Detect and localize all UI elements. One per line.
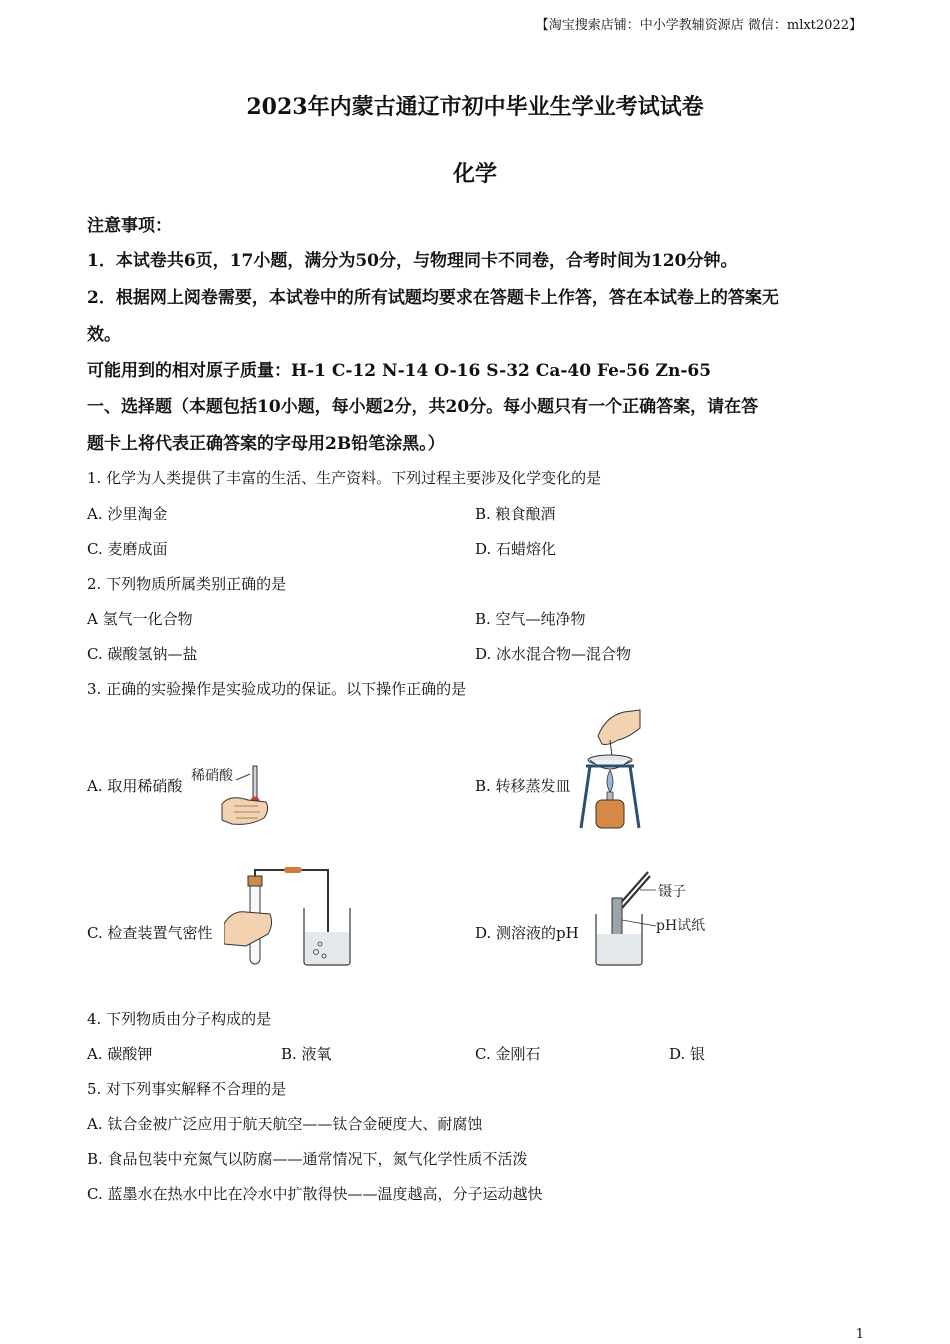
fig-a-label: 稀硝酸 [191, 768, 233, 784]
q2-stem: 2. 下列物质所属类别正确的是 [87, 575, 287, 593]
q5-stem: 5. 对下列事实解释不合理的是 [87, 1080, 287, 1098]
page-title: 2023年内蒙古通辽市初中毕业生学业考试试卷 [246, 94, 704, 120]
q1-option-b: B. 粮食酿酒 [475, 505, 556, 523]
q3-option-c: C. 检查装置气密性 [87, 924, 213, 942]
q4-option-d: D. 银 [669, 1045, 706, 1063]
q2-option-a: A 氢气一化合物 [87, 610, 193, 628]
q3-option-d: D. 测溶液的pH [475, 924, 579, 942]
q4-option-b: B. 液氧 [281, 1045, 332, 1063]
figure-ph-measurement [590, 868, 710, 968]
section1-line2: 题卡上将代表正确答案的字母用2B铅笔涂黑。） [87, 434, 445, 454]
q4-option-c: C. 金刚石 [475, 1045, 541, 1063]
q2-option-d: D. 冰水混合物—混合物 [475, 645, 632, 663]
q5-option-c: C. 蓝墨水在热水中比在冷水中扩散得快——温度越高，分子运动越快 [87, 1185, 543, 1203]
section1-line1: 一、选择题（本题包括10小题，每小题2分，共20分。每小题只有一个正确答案，请在答 [87, 397, 759, 417]
atomic-masses: 可能用到的相对原子质量：H-1 C-12 N-14 O-16 S-32 Ca-40 Fe-56 Zn-65 [87, 361, 712, 381]
notice-item-1: 1．本试卷共6页，17小题，满分为50分，与物理同卡不同卷，合考时间为120分钟。 [87, 251, 738, 271]
q3-option-b: B. 转移蒸发皿 [475, 777, 571, 795]
q4-stem: 4. 下列物质由分子构成的是 [87, 1010, 272, 1028]
q5-option-b: B. 食品包装中充氮气以防腐——通常情况下，氮气化学性质不活泼 [87, 1150, 528, 1168]
q3-option-a: A. 取用稀硝酸 [87, 777, 183, 795]
figure-dropper-hand [188, 760, 278, 832]
q4-option-a: A. 碳酸钾 [87, 1045, 153, 1063]
q2-option-c: C. 碳酸氢钠—盐 [87, 645, 198, 663]
q2-option-b: B. 空气—纯净物 [475, 610, 586, 628]
figure-airtightness-check [224, 866, 354, 968]
subject-title: 化学 [452, 161, 497, 187]
q1-option-d: D. 石蜡熔化 [475, 540, 557, 558]
q1-stem: 1. 化学为人类提供了丰富的生活、生产资料。下列过程主要涉及化学变化的是 [87, 469, 602, 487]
q5-option-a: A. 钛合金被广泛应用于航天航空——钛合金硬度大、耐腐蚀 [87, 1115, 483, 1133]
q3-stem: 3. 正确的实验操作是实验成功的保证。以下操作正确的是 [87, 680, 467, 698]
header-note: 【淘宝搜索店铺：中小学教辅资源店 微信：mlxt2022】 [535, 18, 862, 33]
figure-evaporating-dish [578, 708, 644, 832]
notice-heading: 注意事项： [87, 216, 172, 236]
q1-option-a: A. 沙里淘金 [87, 505, 168, 523]
fig-d-label-ph-paper: pH试纸 [656, 918, 706, 934]
fig-d-label-tweezers: 镊子 [658, 884, 686, 900]
page-number: 1 [855, 1327, 864, 1342]
q1-option-c: C. 麦磨成面 [87, 540, 168, 558]
notice-item-2-line2: 效。 [87, 325, 121, 345]
notice-item-2-line1: 2．根据网上阅卷需要，本试卷中的所有试题均要求在答题卡上作答，答在本试卷上的答案无 [87, 288, 779, 308]
